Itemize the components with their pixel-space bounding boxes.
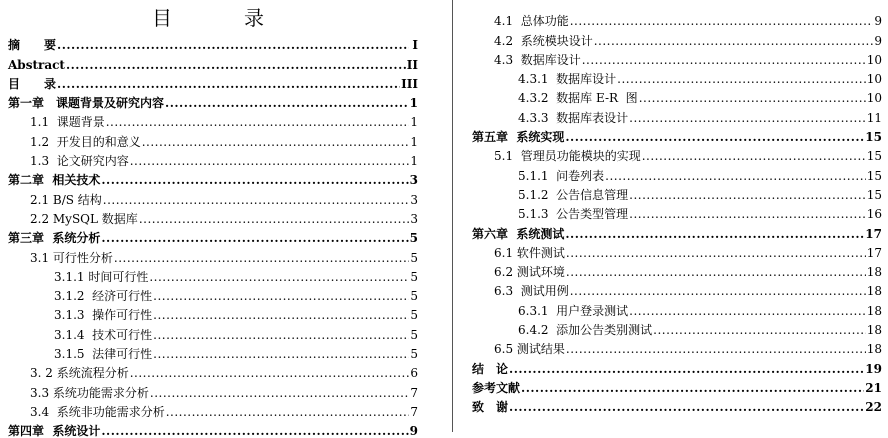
toc-entry-page-number: 9 [874, 33, 882, 48]
toc-entry-title: 3.1 可行性分析 [30, 250, 113, 265]
toc-entry-page-number: 22 [865, 400, 882, 415]
toc-entry[interactable] [472, 48, 882, 67]
toc-entry[interactable] [472, 183, 882, 202]
toc-entry[interactable] [472, 202, 882, 221]
toc-entry[interactable] [8, 322, 418, 341]
toc-entry-page-number: 10 [866, 91, 882, 106]
dot-leader [617, 72, 866, 86]
toc-entry-title: 目 录 [8, 76, 57, 91]
dot-leader [142, 135, 409, 149]
toc-entry-page-number: 5 [410, 289, 418, 304]
toc-entry-page-number: 3 [410, 192, 418, 207]
toc-entry[interactable] [472, 395, 882, 414]
toc-entry-page-number: 15 [866, 149, 882, 164]
toc-entry-title: 3.4 系统非功能需求分析 [30, 404, 165, 419]
toc-entry-page-number: 5 [410, 347, 418, 362]
toc-entry[interactable] [472, 279, 882, 298]
dot-leader [509, 400, 864, 414]
toc-entry-title: 6.3.1 用户登录测试 [518, 303, 629, 318]
toc-entry-title: Abstract [8, 57, 65, 72]
dot-leader [570, 14, 873, 28]
toc-entry-title: 致 谢 [472, 400, 509, 415]
toc-entry-title: 4.3.2 数据库 E-R 图 [518, 91, 638, 106]
toc-entry-title: 3. 2 系统流程分析 [30, 366, 129, 381]
toc-entry[interactable] [8, 361, 418, 380]
toc-entry-title: 3.1.4 技术可行性 [54, 327, 153, 342]
toc-entry[interactable] [472, 241, 882, 260]
dot-leader [629, 111, 866, 125]
toc-entry-page-number: 9 [874, 14, 882, 29]
toc-entry[interactable] [472, 125, 882, 144]
toc-entry-title: 6.1 软件测试 [494, 245, 565, 260]
dot-leader [565, 227, 864, 241]
toc-entry-title: 3.1.5 法律可行性 [54, 347, 153, 362]
toc-entry-title: 3.1.2 经济可行性 [54, 289, 153, 304]
toc-entry-title: 2.2 MySQL 数据库 [30, 211, 138, 226]
dot-leader [166, 405, 409, 419]
toc-entry-page-number: 3 [409, 173, 418, 188]
toc-entry-page-number: 10 [866, 52, 882, 67]
dot-leader [582, 53, 866, 67]
toc-entry-page-number: 16 [866, 207, 882, 222]
toc-entry-page-number: 10 [866, 72, 882, 87]
toc-entry-title: 3.3 系统功能需求分析 [30, 385, 149, 400]
dot-leader [149, 270, 409, 284]
toc-entry-page-number: 1 [410, 134, 418, 149]
dot-leader [594, 34, 873, 48]
dot-leader [139, 212, 409, 226]
toc-entry-title: 3.1.3 操作可行性 [54, 308, 153, 323]
dot-leader [103, 193, 409, 207]
toc-entry-page-number: 1 [410, 115, 418, 130]
toc-entry-title: 3.1.1 时间可行性 [54, 269, 149, 284]
toc-entry[interactable] [8, 226, 418, 245]
toc-entry[interactable] [472, 86, 882, 105]
toc-entry-title: 摘 要 [8, 38, 57, 53]
dot-leader [653, 323, 866, 337]
toc-entry-page-number: 5 [410, 269, 418, 284]
toc-entry-page-number: 5 [410, 308, 418, 323]
dot-leader [629, 304, 866, 318]
toc-entry[interactable] [472, 298, 882, 317]
toc-entry-title: 6.3 测试用例 [494, 284, 569, 299]
toc-entry[interactable] [8, 187, 418, 206]
toc-entry-title: 结 论 [472, 361, 509, 376]
toc-entry[interactable] [8, 72, 418, 91]
toc-entry[interactable] [8, 380, 418, 399]
toc-entry[interactable] [8, 342, 418, 361]
dot-leader [153, 308, 409, 322]
toc-entry-title: 6.4.2 添加公告类别测试 [518, 323, 653, 338]
toc-entry-title: 4.1 总体功能 [494, 14, 569, 29]
toc-entry-page-number: 1 [409, 96, 418, 111]
dot-leader [629, 188, 866, 202]
dot-leader [57, 38, 409, 52]
toc-entry-page-number: 18 [866, 342, 882, 357]
toc-entry-page-number: 5 [410, 250, 418, 265]
toc-entry[interactable] [8, 91, 418, 110]
toc-entry-page-number: 18 [866, 323, 882, 338]
toc-entry-page-number: 19 [865, 361, 882, 376]
toc-entry-page-number: 6 [410, 366, 418, 381]
toc-entry-page-number: 7 [410, 404, 418, 419]
toc-entry-page-number: I [412, 38, 418, 53]
dot-leader [566, 246, 866, 260]
toc-entry-page-number: 15 [866, 187, 882, 202]
toc-entry[interactable] [8, 149, 418, 168]
dot-leader [629, 207, 866, 221]
toc-entry-title: 1.2 开发目的和意义 [30, 134, 141, 149]
toc-entry-page-number: 5 [409, 231, 418, 246]
toc-entry[interactable] [472, 105, 882, 124]
toc-entry-title: 第六章 系统测试 [472, 226, 565, 241]
dot-leader [57, 77, 400, 91]
dot-leader [521, 381, 864, 395]
toc-entry[interactable] [8, 303, 418, 322]
toc-entry[interactable] [472, 376, 882, 395]
toc-entry-title: 6.2 测试环境 [494, 265, 565, 280]
toc-entry[interactable] [472, 260, 882, 279]
dot-leader [565, 130, 864, 144]
dot-leader [101, 173, 408, 187]
toc-entry-page-number: 7 [410, 385, 418, 400]
toc-entry-title: 4.3 数据库设计 [494, 52, 581, 67]
toc-entry-title: 5.1.1 问卷列表 [518, 168, 605, 183]
dot-leader [66, 58, 406, 72]
toc-entry-title: 1.3 论文研究内容 [30, 154, 129, 169]
toc-entry-title: 5.1 管理员功能模块的实现 [494, 149, 641, 164]
dot-leader [106, 115, 409, 129]
dot-leader [153, 328, 409, 342]
toc-entry-page-number: 15 [865, 130, 882, 145]
toc-right-column [472, 9, 882, 414]
toc-entry-page-number: 3 [410, 211, 418, 226]
toc-entry-title: 5.1.2 公告信息管理 [518, 187, 629, 202]
toc-entry-title: 第四章 系统设计 [8, 424, 101, 438]
dot-leader [566, 265, 866, 279]
toc-entry[interactable] [8, 129, 418, 148]
toc-entry-page-number: 11 [866, 110, 882, 125]
toc-entry-page-number: 18 [866, 284, 882, 299]
toc-entry[interactable] [472, 67, 882, 86]
toc-entry-page-number: 17 [865, 226, 882, 241]
toc-entry-page-number: 9 [409, 424, 418, 438]
toc-entry-page-number: II [406, 57, 418, 72]
dot-leader [130, 366, 409, 380]
toc-entry-title: 第二章 相关技术 [8, 173, 101, 188]
toc-entry[interactable] [8, 400, 418, 419]
toc-entry-page-number: 21 [865, 380, 882, 395]
column-divider [452, 0, 453, 432]
dot-leader [570, 284, 866, 298]
toc-entry-title: 4.2 系统模块设计 [494, 33, 593, 48]
dot-leader [101, 231, 408, 245]
dot-leader [639, 91, 866, 105]
toc-entry[interactable] [8, 207, 418, 226]
toc-entry-title: 参考文献 [472, 380, 521, 395]
toc-entry[interactable] [472, 318, 882, 337]
toc-entry-title: 第三章 系统分析 [8, 231, 101, 246]
dot-leader [566, 342, 866, 356]
toc-entry-title: 6.5 测试结果 [494, 342, 565, 357]
dot-leader [101, 424, 408, 438]
toc-entry[interactable] [472, 221, 882, 240]
page-title: 目 录 [152, 6, 290, 30]
toc-entry[interactable] [8, 245, 418, 264]
toc-entry[interactable] [8, 419, 418, 438]
toc-entry-title: 1.1 课题背景 [30, 115, 105, 130]
dot-leader [153, 347, 409, 361]
dot-leader [165, 96, 409, 110]
toc-entry-title: 4.3.3 数据库表设计 [518, 110, 629, 125]
toc-entry-title: 5.1.3 公告类型管理 [518, 207, 629, 222]
dot-leader [150, 386, 409, 400]
toc-entry[interactable] [472, 9, 882, 28]
toc-entry[interactable] [472, 356, 882, 375]
toc-entry-title: 4.3.1 数据库设计 [518, 72, 617, 87]
dot-leader [153, 289, 409, 303]
toc-entry[interactable] [472, 163, 882, 182]
toc-entry[interactable] [8, 265, 418, 284]
toc-entry[interactable] [472, 144, 882, 163]
toc-entry-page-number: 18 [866, 265, 882, 280]
toc-entry-page-number: 5 [410, 327, 418, 342]
toc-entry[interactable] [8, 52, 418, 71]
toc-entry[interactable] [8, 110, 418, 129]
toc-entry-page-number: 1 [410, 154, 418, 169]
dot-leader [605, 169, 866, 183]
dot-leader [509, 362, 864, 376]
dot-leader [642, 149, 866, 163]
toc-entry-page-number: 17 [866, 245, 882, 260]
toc-entry-page-number: III [401, 76, 418, 91]
toc-entry[interactable] [8, 168, 418, 187]
dot-leader [114, 251, 409, 265]
toc-entry-title: 第一章 课题背景及研究内容 [8, 96, 165, 111]
toc-entry-title: 第五章 系统实现 [472, 130, 565, 145]
toc-entry-page-number: 15 [866, 168, 882, 183]
toc-entry[interactable] [8, 284, 418, 303]
toc-entry-page-number: 18 [866, 303, 882, 318]
toc-left-column [8, 33, 418, 438]
toc-entry-title: 2.1 B/S 结构 [30, 192, 102, 207]
toc-entry[interactable] [8, 33, 418, 52]
dot-leader [130, 154, 409, 168]
toc-entry[interactable] [472, 337, 882, 356]
toc-entry[interactable] [472, 28, 882, 47]
